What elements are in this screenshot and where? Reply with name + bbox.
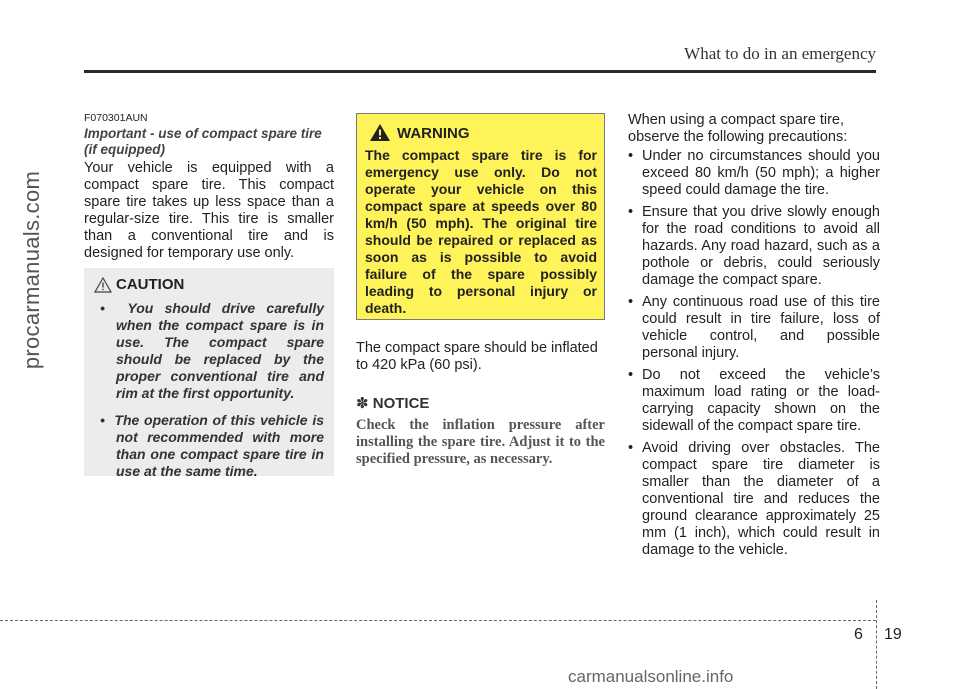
warning-triangle-icon [369, 123, 391, 142]
subheading: Important - use of compact spare tire (if equipped) [84, 126, 322, 157]
header-rule [84, 70, 876, 73]
notice-text: Check the inflation pressure after installing the spare tire. Adjust it to the specified pressure, as necessary. [356, 417, 605, 467]
footer-rule [0, 620, 876, 621]
precautions-intro: When using a compact spare tire, observe the following precautions: [628, 112, 848, 145]
side-watermark [20, 100, 44, 440]
side-watermark-text: procarmanuals.com [19, 170, 44, 370]
footer-watermark: carmanualsonline.info [568, 667, 734, 686]
caution-item: • The operation of this vehicle is not recommended with more than one compact spare tire in use at the same time. [100, 412, 325, 479]
precaution-item: • Any continuous road use of this tire could result in tire failure, loss of vehicle control, and possible personal injury. [628, 294, 880, 362]
precautions-list [628, 148, 880, 564]
reference-code: F070301AUN [84, 112, 148, 124]
page-number: 19 [884, 626, 902, 643]
section-title: What to do in an emergency [684, 44, 876, 63]
inflation-paragraph: The compact spare should be inflated to 420 kPa (60 psi). [356, 340, 598, 373]
precaution-item: • Ensure that you drive slowly enough for the road conditions to avoid all hazards. Any road hazard, such as a pothole or debris, could seriously damage the compact spare. [628, 204, 880, 289]
precaution-item: • Under no circumstances should you exceed 80 km/h (50 mph); a higher speed could damage the tire. [628, 148, 880, 199]
precaution-item: • Do not exceed the vehicle’s maximum load rating or the load-carrying capacity shown on the sidewall of the compact spare tire. [628, 367, 880, 435]
warning-box [356, 113, 605, 320]
intro-paragraph: Your vehicle is equipped with a compact spare tire. This compact spare tire takes up less space than a regular-size tire. This tire is smaller than a conventional tire and is designed for temporary use only. [84, 160, 334, 261]
caution-box [84, 268, 334, 479]
caution-title: CAUTION [116, 276, 185, 293]
caution-triangle-icon [94, 277, 112, 293]
precaution-item: • Avoid driving over obstacles. The compact spare tire diameter is smaller than the diameter of a conventional tire and reduces the ground clearance approximately 25 mm (1 inch), which could result in damage to the vehicle. [628, 440, 880, 559]
footer-divider [876, 600, 877, 689]
warning-text: The compact spare tire is for emergency use only. Do not operate your vehicle on this compact spare at speeds over 80 km/h (50 mph). The original tire should be repaired or replaced as soon as is possible to avoid failure of the spare possibly leading to personal injury or death. [365, 147, 597, 316]
caution-item: • You should drive carefully when the compact spare is in use. The compact spare should be replaced by the proper conventional tire and rim at the first opportunity. [100, 300, 324, 401]
caution-list [92, 300, 324, 490]
warning-title: WARNING [397, 125, 470, 142]
notice-title: ✽ NOTICE [356, 395, 430, 412]
chapter-number: 6 [854, 626, 863, 643]
